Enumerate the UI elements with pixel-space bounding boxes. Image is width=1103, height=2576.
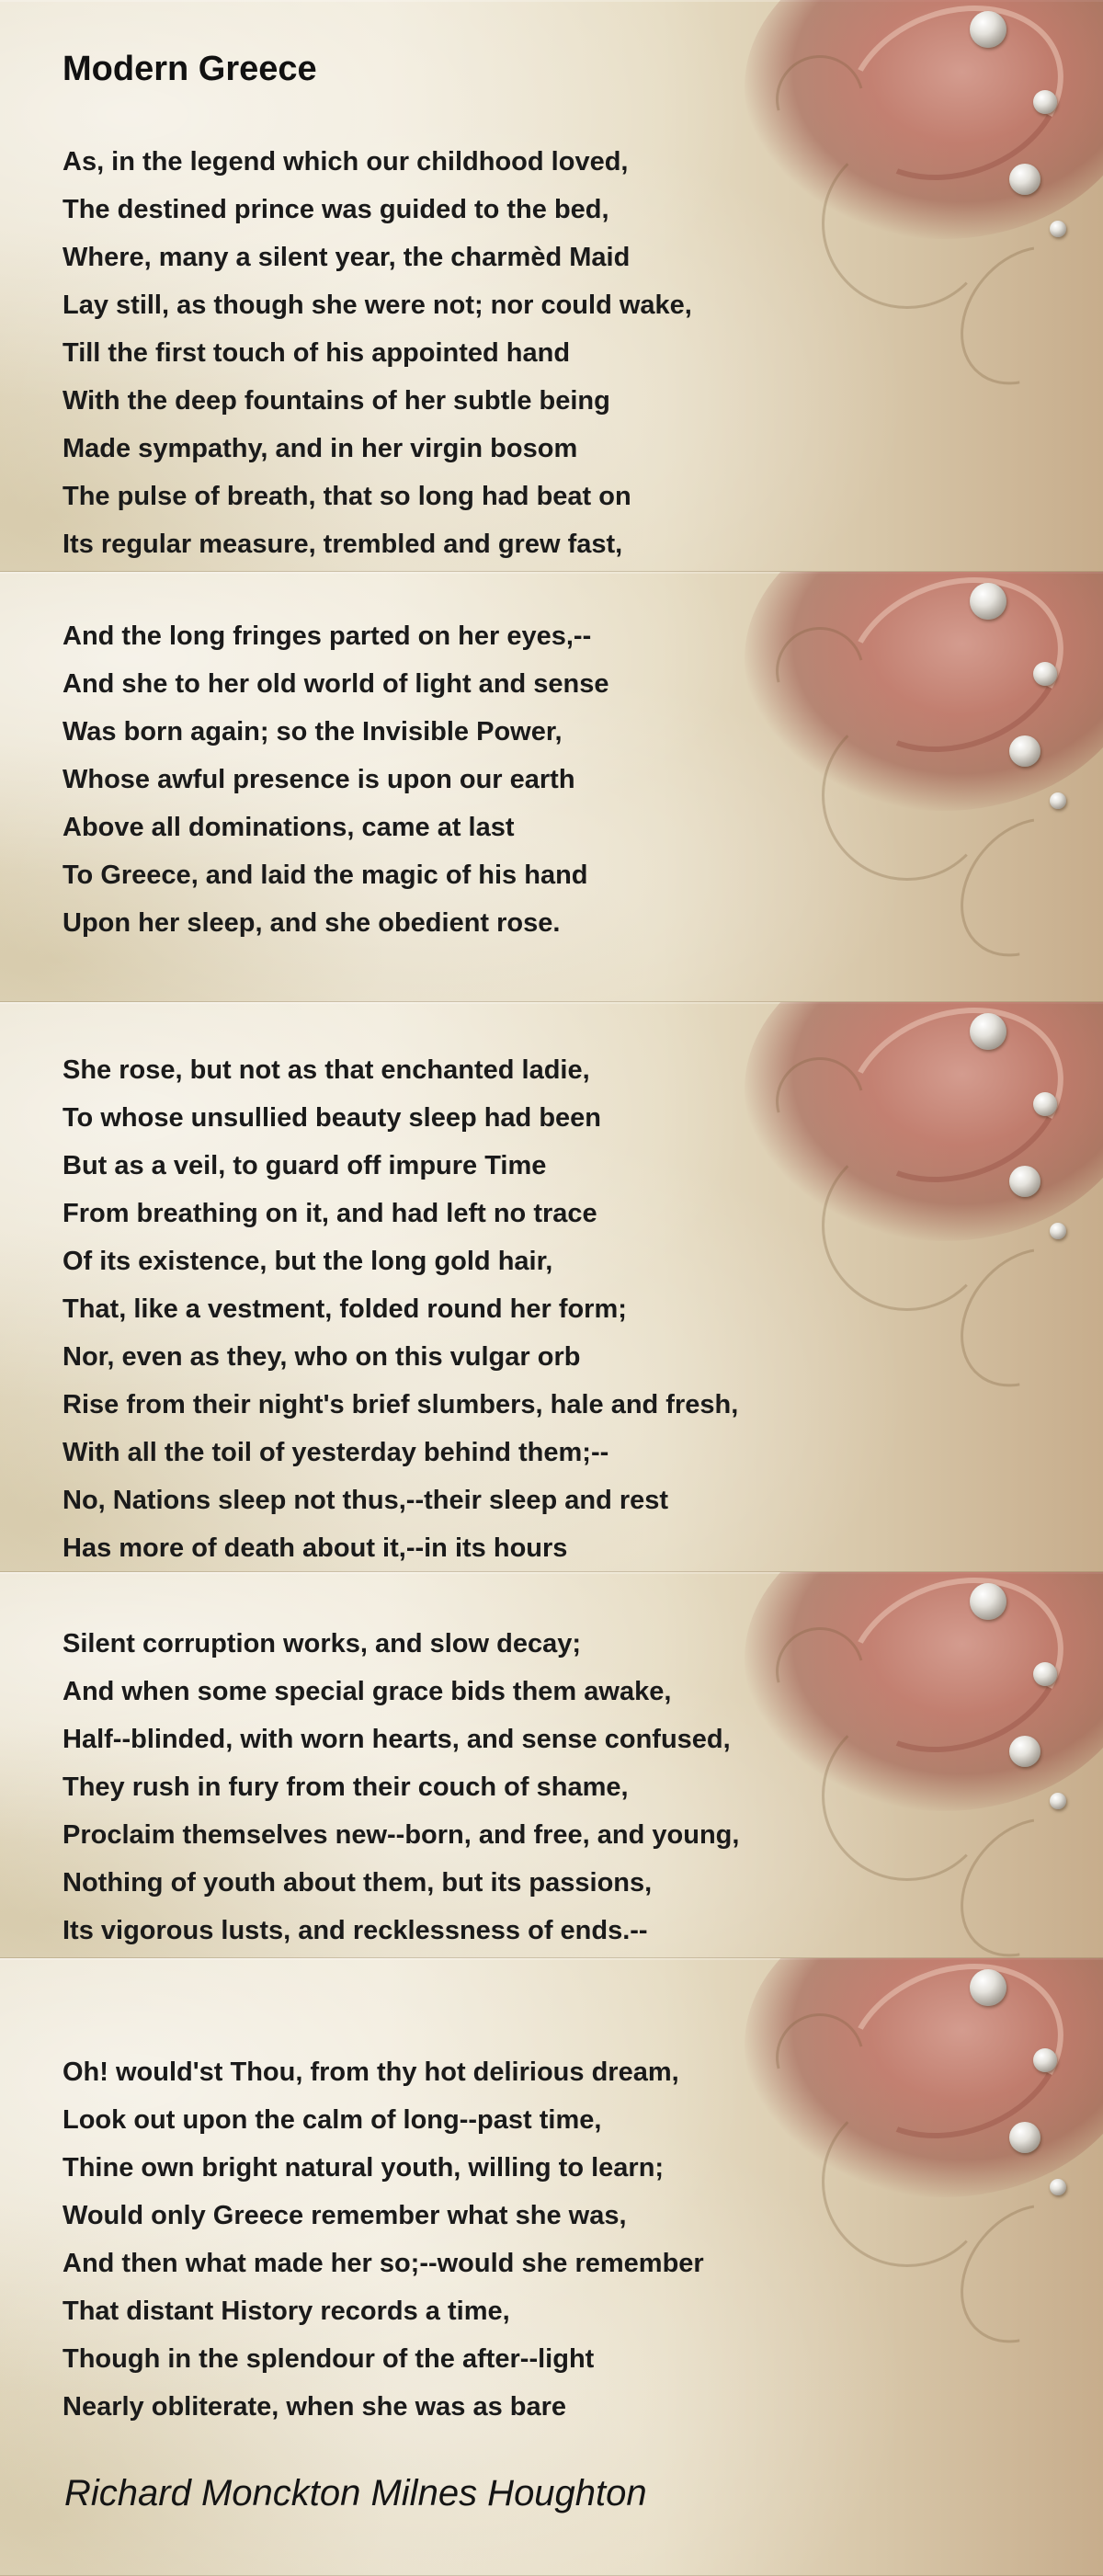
poem-line: Its vigorous lusts, and recklessness of ends.-- <box>63 1916 648 1945</box>
stanza-1 <box>63 138 890 568</box>
poem-line: Where, many a silent year, the charmèd Maid <box>63 243 631 272</box>
poem-title: Modern Greece <box>63 50 317 88</box>
pearl-ornament <box>1050 221 1066 237</box>
poem-author: Richard Monckton Milnes Houghton <box>64 2473 647 2513</box>
poem-line: And when some special grace bids them awake, <box>63 1677 672 1706</box>
pearl-ornament <box>1009 2122 1040 2153</box>
pearl-ornament <box>1033 90 1057 114</box>
poem-line: Half--blinded, with worn hearts, and sense confused, <box>63 1725 731 1754</box>
pearl-ornament <box>970 1583 1006 1620</box>
poem-line: But as a veil, to guard off impure Time <box>63 1151 547 1180</box>
pearl-ornament <box>970 583 1006 620</box>
pearl-ornament <box>1050 1223 1066 1239</box>
pearl-ornament <box>1009 1166 1040 1197</box>
poem-line: Nothing of youth about them, but its passions, <box>63 1868 653 1898</box>
pearl-ornament <box>1033 1092 1057 1116</box>
poem-line: Silent corruption works, and slow decay; <box>63 1629 581 1658</box>
poem-line: They rush in fury from their couch of shame, <box>63 1772 629 1802</box>
poem-panel-2 <box>0 572 1103 1002</box>
poem-line: Of its existence, but the long gold hair, <box>63 1247 553 1276</box>
poem-line: Has more of death about it,--in its hours <box>63 1533 568 1563</box>
poem-line: Was born again; so the Invisible Power, <box>63 717 563 747</box>
poem-line: To whose unsullied beauty sleep had been <box>63 1103 602 1133</box>
poem-line: That distant History records a time, <box>63 2297 510 2326</box>
poem-line: The pulse of breath, that so long had beat on <box>63 482 631 511</box>
poem-line: Rise from their night's brief slumbers, hale and fresh, <box>63 1390 739 1419</box>
poem-line: From breathing on it, and had left no trace <box>63 1199 597 1228</box>
poem-panel-5 <box>0 1958 1103 2576</box>
poem-panel-4 <box>0 1572 1103 1958</box>
poem-line: The destined prince was guided to the bed, <box>63 195 609 224</box>
poem-line: No, Nations sleep not thus,--their sleep and rest <box>63 1486 669 1515</box>
stanza-4 <box>63 1620 890 1955</box>
poem-line: Though in the splendour of the after--light <box>63 2344 595 2374</box>
poem-line: To Greece, and laid the magic of his hand <box>63 861 588 890</box>
poem-line: Nearly obliterate, when she was as bare <box>63 2392 567 2422</box>
pearl-ornament <box>1050 792 1066 809</box>
poem-line: Its regular measure, trembled and grew fast, <box>63 530 623 559</box>
poem-panel-1 <box>0 0 1103 572</box>
poem-line: With the deep fountains of her subtle being <box>63 386 610 416</box>
pearl-ornament <box>1033 662 1057 686</box>
poem-line: And she to her old world of light and sense <box>63 669 609 699</box>
pearl-ornament <box>1050 1793 1066 1809</box>
pearl-ornament <box>970 1969 1006 2006</box>
pearl-ornament <box>1009 164 1040 195</box>
poem-line: Till the first touch of his appointed hand <box>63 338 571 368</box>
pearl-ornament <box>970 11 1006 48</box>
stanza-3 <box>63 1046 890 1572</box>
pearl-ornament <box>1009 1736 1040 1767</box>
stanza-2 <box>63 612 890 947</box>
poem-line: Would only Greece remember what she was, <box>63 2201 627 2230</box>
poem-line: As, in the legend which our childhood loved, <box>63 147 629 177</box>
poem-line: Whose awful presence is upon our earth <box>63 765 575 794</box>
poem-line: Look out upon the calm of long--past time, <box>63 2105 602 2135</box>
poem-line: Thine own bright natural youth, willing to learn; <box>63 2153 665 2183</box>
pearl-ornament <box>1009 735 1040 767</box>
poem-line: Oh! would'st Thou, from thy hot delirious dream, <box>63 2057 679 2087</box>
pearl-ornament <box>970 1013 1006 1050</box>
poem-line: Proclaim themselves new--born, and free, and young, <box>63 1820 740 1850</box>
stanza-5 <box>63 2048 890 2431</box>
poem-line: Lay still, as though she were not; nor could wake, <box>63 291 692 320</box>
pearl-ornament <box>1033 1662 1057 1686</box>
poem-line: And the long fringes parted on her eyes,-- <box>63 621 592 651</box>
pearl-ornament <box>1033 2048 1057 2072</box>
poem-line: And then what made her so;--would she remember <box>63 2249 704 2278</box>
poem-line: That, like a vestment, folded round her form; <box>63 1294 627 1324</box>
poem-line: Made sympathy, and in her virgin bosom <box>63 434 578 463</box>
poem-line: Nor, even as they, who on this vulgar orb <box>63 1342 581 1372</box>
pearl-ornament <box>1050 2179 1066 2195</box>
poem-panel-3 <box>0 1002 1103 1572</box>
poem-line: With all the toil of yesterday behind them;-- <box>63 1438 609 1467</box>
poem-line: She rose, but not as that enchanted ladie, <box>63 1055 590 1085</box>
poem-line: Above all dominations, came at last <box>63 813 515 842</box>
poem-line: Upon her sleep, and she obedient rose. <box>63 908 561 938</box>
